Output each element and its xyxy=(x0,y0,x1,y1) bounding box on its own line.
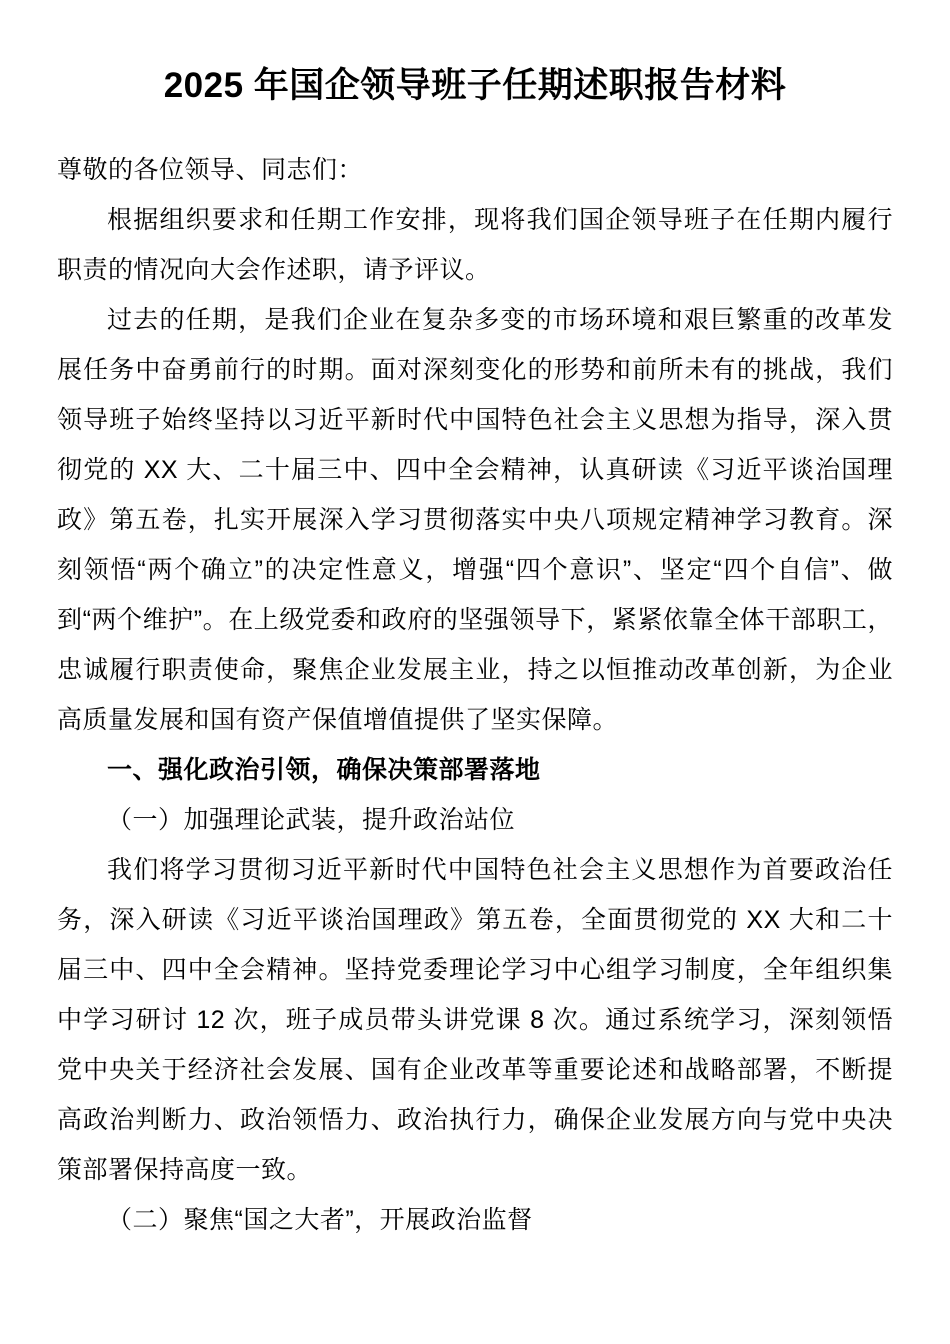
paragraph-heading2: （一）加强理论武装，提升政治站位 xyxy=(107,806,516,835)
document-body xyxy=(57,145,893,1245)
paragraph-body: 我们将学习贯彻习近平新时代中国特色社会主义思想作为首要政治任务，深入研读《习近平谈治国理政》第五卷，全面贯彻党的 XX 大和二十届三中、四中全会精神。坚持党委理论学习中心组学习制度，全年组织集中学习研讨 12 次，班子成员带头讲党课 8 次。通过系统学习，深刻领悟党中央关于经济社会发展、国有企业改革等重要论述和战略部署，不断提高政治判断力、政治领悟力、政治执行力，确保企业发展方向与党中央决策部署保持高度一致。 xyxy=(57,856,893,1185)
paragraph-heading1: 一、强化政治引领，确保决策部署落地 xyxy=(107,756,541,785)
paragraph-heading2: （二）聚焦“国之大者”，开展政治监督 xyxy=(107,1206,533,1235)
paragraph-salutation: 尊敬的各位领导、同志们： xyxy=(57,156,364,185)
document-title: 2025 年国企领导班子任期述职报告材料 xyxy=(163,66,787,105)
paragraph-body: 过去的任期，是我们企业在复杂多变的市场环境和艰巨繁重的改革发展任务中奋勇前行的时期。面对深刻变化的形势和前所未有的挑战，我们领导班子始终坚持以习近平新时代中国特色社会主义思想为指导，深入贯彻党的 XX 大、二十届三中、四中全会精神，认真研读《习近平谈治国理政》第五卷，扎实开展深入学习贯彻落实中央八项规定精神学习教育。深刻领悟“两个确立”的决定性意义，增强“四个意识”、坚定“四个自信”、做到“两个维护”。在上级党委和政府的坚强领导下，紧紧依靠全体干部职工，忠诚履行职责使命，聚焦企业发展主业，持之以恒推动改革创新，为企业高质量发展和国有资产保值增值提供了坚实保障。 xyxy=(57,306,893,735)
paragraph-body: 根据组织要求和任期工作安排，现将我们国企领导班子在任期内履行职责的情况向大会作述职，请予评议。 xyxy=(57,206,893,285)
